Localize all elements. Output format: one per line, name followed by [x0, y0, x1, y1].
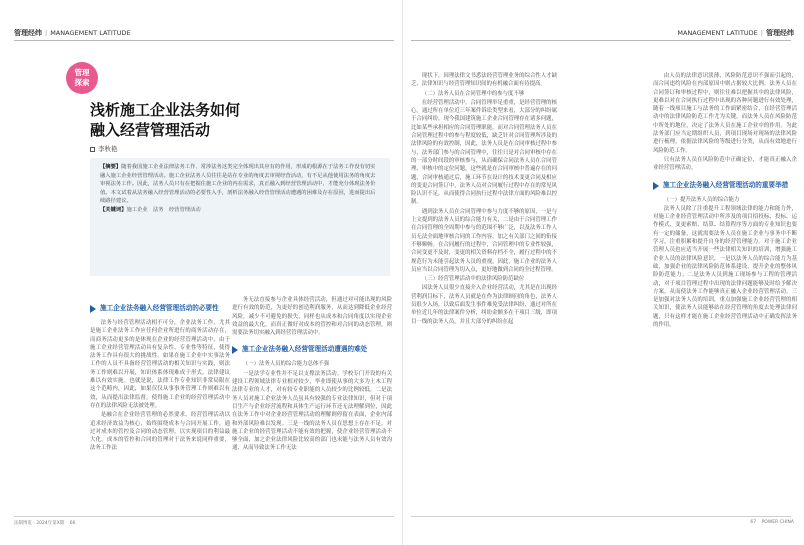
author-line — [90, 144, 118, 153]
paragraph: 法务与经营管理活动相不可分，企业法务工作，尤其是施工企业法务工作应任何企业所进行的商务活动存在，而商务活动更多的是体现在企业的经营管理活动中，由于施工企业经营管理活动具有复杂性、专业性等特征，使得法务工作具有很大的挑战性。如果在施工企业中实事法务工作的人员不具备经营管理活动的相关知识与实践，则法务工作则难以开展，知识体系体现难成于形式，法律建议难以有效实施。也就是说，法律工作专业知识非常局限在这个范畴内，因此，如果仅仅从事事务管理工作则难以有效，从而提出法律监督，使得施工企业的经营管理活动中存在的法律风险无法被处理。 — [90, 320, 230, 409]
left-header — [14, 28, 131, 38]
author-marker-icon — [90, 147, 95, 152]
article-title — [90, 100, 240, 140]
column-badge — [66, 62, 98, 94]
right-header-subtitle: MANAGEMENT LATITUDE — [677, 29, 758, 37]
article-title-line2: 融入经营管理活动 — [90, 121, 211, 139]
paragraph: 现状下，因理法律文书悉法经营管理业务的综合性人才缺乏，法律知识与经营管理知识间的有机融合面有待提高。 — [411, 73, 557, 88]
left-header-subtitle: MANAGEMENT LATITUDE — [50, 29, 131, 37]
badge-line1: 管理 — [74, 68, 90, 77]
abstract-box — [90, 158, 390, 276]
subheading: （一）法务人员的综合能力总体不强 — [242, 361, 330, 368]
paragraph: 在经营管理活动中，合同管理举足重重，是经营管理的核心。通过所在单位近三年案件诉讼类型来看，大部分的纠纷属于合同纠纷。现今我国建筑施工企业合同管理存在诸多问题，比如某些承担相应的合同管理职能，而对合同管理法务人员在合同管理过程中的参与程度较低，缺乏针对合同管理所涉及的法律风险的有效控制，因此，法务人员是在合同审核过程中参与，法务部门参与的合同管理中，往往只是对合同审核中存在的一部分时间段的审核参与，从而确保合同法务人员在合同管理、审核中的定位问题，这些就是在合同审核中普遍存在的问题，合同审核通过后，施工环节在设计的技术变更合同及相应的变更合同签订中，法务人员对合同履行过程中存在的常见风险认识不足，从而使得合同执行过程中法律方面的风险难以控制。 — [411, 99, 557, 206]
left-header-title: 管理经纬 — [14, 29, 42, 37]
keywords-label: 【关键词】 — [100, 206, 127, 213]
right-footer-label: POWER CHINA — [761, 520, 794, 525]
section-heading-text: 施工企业法务融入经营管理活动遭遇的难处 — [242, 345, 368, 354]
header-separator: | — [45, 29, 48, 37]
left-footer — [14, 520, 76, 526]
right-page — [402, 0, 804, 545]
right-column-1 — [411, 72, 557, 512]
left-column-1 — [90, 296, 230, 511]
article-title-line1: 浅析施工企业法务如何 — [90, 101, 241, 119]
section-heading-measures — [653, 181, 797, 190]
left-footer-label: 法制博览 · 2024年第X期 — [14, 521, 65, 526]
section-heading-necessity — [90, 304, 230, 313]
right-header-rule — [411, 40, 791, 41]
right-column-2 — [653, 72, 797, 512]
left-footer-rule — [14, 516, 394, 517]
left-column-2 — [232, 296, 392, 511]
author-name: 李秋艳 — [98, 145, 118, 153]
paragraph: 因法务人员很少直接介入企业经营活动，尤其是在出现经营利润目标下，法务人员就是在作为法律顾问的角色，法务人员很少入场，以致后面发生事件难免受法律纠纷，通过对所在单位近几年的法律案件分析，纠纷金额多在于项目三级，即项目一线的法务人员，并且大部分的纠纷在起 — [411, 285, 557, 325]
subheading: （二）法务人员在合同管理中的参与度不够 — [421, 90, 525, 97]
left-page-number: 66 — [69, 521, 76, 526]
right-page-number: 67 — [750, 520, 757, 525]
badge-line2: 探索 — [74, 78, 90, 87]
paragraph: 一是法学专业性并不足以支撑法务活动。学校专门开设的有关建设工程领域法律专业相对较少，毕业即使从事的大多为土木工程法律专业的人才，对有较专业职能的人员较少的比例较低。二是法务人员对施工企业法务人员虽具有较强的专业法律知识，但对于项目生产与企业经营流程和具体生产运行环节还无法理解到位，因此在法务工作中对企业经营管理活动的理解则停留在表面，企业内部和外部风险难以发现。三是一线的法务人员在思想上存在不足，对施工企业的经营管理活动不能有效的把握，使企业经营管理活动不够全面，加之企业法律风险比较高的部门也未能与法务人员有效沟通，从而导致法务工作无法 — [232, 370, 392, 452]
subheading: （三）经营管理活动中的法律风险防范缺位 — [421, 276, 525, 283]
right-footer — [750, 520, 794, 525]
paragraph: 是融合在企业经营管理的必然要求。经营管理活动以追求经济效益为核心，始终围绕成本与合同开展工作，通过对成本的管控及合同的动态管理，以实现项目的利益最大化。成本的管控和合同的管理对于法务来说同样重要，法务工作法 — [90, 412, 230, 452]
subheading: （一）提升法务人员的综合能力 — [663, 196, 740, 203]
paragraph: 由人员的法律意识淡薄、风险防范意识不强而引起的，而合同违约风险在内部原因中则占据较大比例。法务人员在合同签订和审核过程中，则往往难以把握其中的法律风险，更难以对在合同执行过程中出现的各种问题进行有效处理，随着一线项目施工与法务的工作面紧密结合，在经营管理活动中的法律风险防范工作尤为关键，而法务人员在风险防范中所处的地位，决定了法务人员在施工企业中的作用。为此法务部门应当定期组织人员，到项目现场对现场的法律风险进行梳理，依据法律风险的等级进行分类，从而有效地进行风险防范工作。 — [653, 73, 797, 154]
header-separator: | — [760, 29, 763, 37]
section-heading-text: 施工企业法务融入经营管理活动的必要性 — [100, 304, 219, 312]
section-arrow-icon — [90, 305, 96, 313]
section-arrow-icon — [653, 182, 659, 190]
right-footer-rule — [411, 516, 791, 517]
paragraph: 只有法务人员在风险防范中正确定位，才能真正融入企业经营管理活动。 — [653, 156, 797, 172]
paragraph: 遇到法务人员在合同管理中参与力度不够的原因，一是与上文提到的法务人员的综合能力有关，二是由于合同管理工作在合同管理的全周期中参与的范围不够广泛，以及法务工作人员无法全面地审核合同的工作内容，加之有关部门之间的衔接不够顺畅。在合同履行的过程中，合同管理中的专业性较强，合同变更不及时，变更的相关资料存档不全，履行过程中的不规范行为未能引起法务人员的重视，因此，施工企业的法务人员应当以合同管理为切入点，更好地做到合同的全过程管理。 — [411, 208, 557, 273]
abstract-text: 随着我国施工企业法律法务工作、常涉法务这类完全体现出其应有的作用，形成的根源在于法务工作没有切实融入施工企业经营管理活动。施工企业法务人员往往是站在专业的角度去审视经营活动，有不足从他使用法务的角度去审视法务工作。因此，法务人员只有在把握住施工企业的内在需求，真正融入到经营管理活动中，才能充分体现法务价值。本文试着从法务融入经营管理活动的必要性入手，剖析法务融入经营管理活动遭遇的困难及存在原因，进而提出后续路径建议。 — [100, 164, 376, 205]
right-header-title: 管理经纬 — [766, 29, 794, 37]
left-header-rule — [14, 40, 394, 41]
right-header — [677, 28, 794, 38]
section-arrow-icon — [232, 346, 238, 354]
section-heading-difficulties — [232, 345, 392, 354]
paragraph: 法务人员除了注重提升工程领域法律的能力和能力外，对施工企业经营管理活动中所涉及的项目招投标、投标、运作模式、变更索赔、结算、结算程序等方面的专业知识也要有一定的储备，这就需要法务人员在施工企业与事务中不断学习，注重积累和提升自身的经营管理能力。对于施工企业管理人员也应适当开展一些法律相关知识的培训，增强施工企业人员的法律风险意识，一是以法务人员的综合能力为基础，加强企业的法律风险防范体系建设，提升企业的整体风险防范能力；二是法务人员到施工现场参与工程的管理活动，对于项目管理过程中出现的法律问题能够及时给予解决方案，从而使法务工作能够真正融入企业经营管理活动。三是加强对法务人员的培训，重点加强施工企业经营管理的相关知识，使法务人员能够站在经营管理的角度去处理法律问题，只有这样才能在施工企业经营管理活动中正确发挥法务的作用。 — [653, 205, 797, 329]
abstract-label: 【摘要】 — [100, 164, 122, 170]
section-heading-text: 施工企业法务融入经营管理活动的重要举措 — [663, 180, 789, 189]
keywords-text: 施工企业 法务 经营管理活动 — [126, 206, 201, 213]
paragraph: 务无法直接参与企业具体经营活动，但通过对可能出现的风险进行有效的防范，为更好的创造利润服务，从而达到降低企业经营风险，减少不可避免的损失，同样也从成本和合同角度以实现企业效益的最大化，而真正做好对成本的管控和对合同的动态管理，则需要法务切实融入到经营管理活动中。 — [232, 297, 392, 337]
